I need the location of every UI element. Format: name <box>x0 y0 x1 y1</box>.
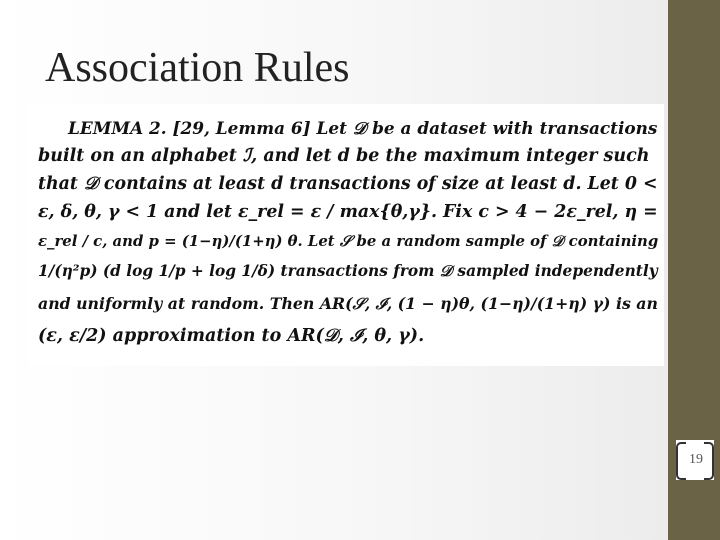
lemma-line: that 𝒟 contains at least d transactions of size at least d. Let 0 < <box>38 174 658 194</box>
lemma-line: (ε, ε/2) approximation to AR(𝒟, ℐ, θ, γ). <box>38 326 425 346</box>
lemma-line: LEMMA 2. [29, Lemma 6] Let 𝒟 be a dataset with transactions <box>68 118 658 138</box>
lemma-image <box>28 104 664 366</box>
lemma-line: 1/(η²p) (d log 1/p + log 1/δ) transactions from 𝒟 sampled independently <box>38 262 658 280</box>
lemma-line: ε, δ, θ, γ < 1 and let ε_rel = ε / max{θ,γ}. Fix c > 4 − 2ε_rel, η = <box>38 202 658 222</box>
page-number: 19 <box>689 452 703 467</box>
lemma-line: and uniformly at random. Then AR(𝒮, ℐ, (1 − η)θ, (1−η)/(1+η) γ) is an <box>38 294 658 313</box>
lemma-line: built on an alphabet ℐ, and let d be the maximum integer such <box>38 146 650 166</box>
slide-title: Association Rules <box>45 45 350 91</box>
lemma-line: ε_rel / c, and p = (1−η)/(1+η) θ. Let 𝒮 be a random sample of 𝒟 containing <box>38 232 659 250</box>
